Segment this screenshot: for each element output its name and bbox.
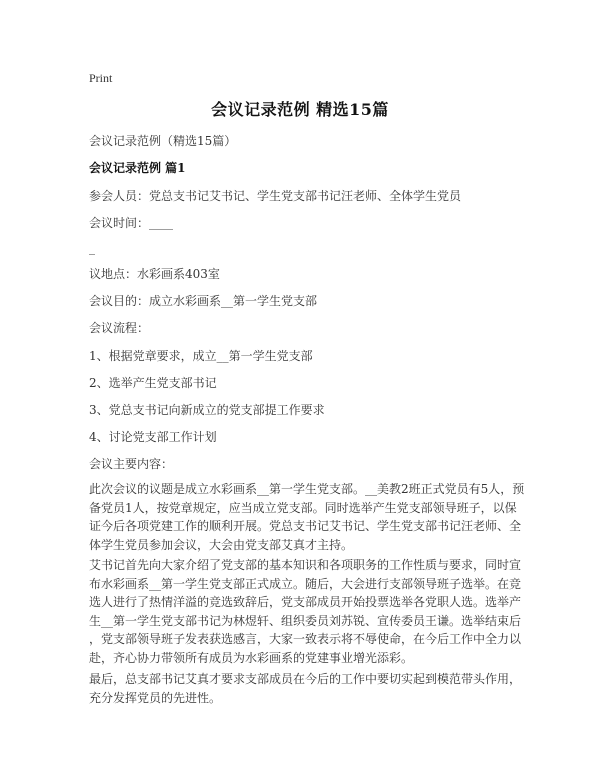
process-item: 4、讨论党支部工作计划 bbox=[89, 430, 217, 444]
paragraph-line: 此次会议的议题是成立水彩画系__第一学生党支部。__美教2班正式党员有5人，预 bbox=[89, 482, 525, 496]
location-line: 议地点：水彩画系403室 bbox=[89, 267, 220, 281]
paragraph-line: ，党支部领导班子发表获选感言，大家一致表示将不辱使命，在今后工作中全力以 bbox=[89, 632, 522, 646]
process-item: 3、党总支书记向新成立的党支部提工作要求 bbox=[89, 403, 325, 417]
paragraph-2 bbox=[89, 556, 522, 667]
process-label: 会议流程： bbox=[89, 321, 150, 335]
paragraph-3 bbox=[89, 670, 522, 707]
dash-line: _ bbox=[89, 241, 95, 255]
meeting-time-line: 会议时间：____ bbox=[89, 216, 174, 230]
process-item: 1、根据党章要求，成立__第一学生党支部 bbox=[89, 349, 313, 363]
paragraph-line: 最后，总支部书记艾真才要求支部成员在今后的工作中要切实起到模范带头作用， bbox=[89, 672, 522, 686]
attendees-line: 参会人员：党总支书记艾书记、学生党支部书记汪老师、全体学生党员 bbox=[89, 189, 462, 203]
document-title: 会议记录范例 精选15篇 bbox=[211, 100, 389, 119]
paragraph-line: 备党员1人，按党章规定，应当成立党支部。同时选举产生党支部领导班子，以保 bbox=[89, 500, 517, 515]
paragraph-line: 充分发挥党员的先进性。 bbox=[89, 690, 222, 705]
paragraph-1 bbox=[89, 480, 525, 554]
paragraph-line: 生__第一学生党支部书记为林煜轩、组织委员刘苏锐、宣传委员王谦。选举结束后 bbox=[89, 613, 522, 628]
section-heading: 会议记录范例 篇1 bbox=[89, 161, 186, 175]
paragraph-line: 体学生党员参加会议，大会由党支部艾真才主持。 bbox=[89, 537, 354, 552]
content-label: 会议主要内容： bbox=[89, 457, 174, 471]
document-subtitle: 会议记录范例（精选15篇） bbox=[89, 134, 237, 148]
process-item: 2、选举产生党支部书记 bbox=[89, 376, 217, 390]
paragraph-line: 选人进行了热情洋溢的竞选致辞后，党支部成员开始投票选举各党职人选。选举产 bbox=[89, 595, 522, 609]
print-label[interactable]: Print bbox=[89, 71, 113, 85]
paragraph-line: 赴，齐心协力带领所有成员为水彩画系的党建事业增光添彩。 bbox=[89, 650, 414, 665]
paragraph-line: 艾书记首先向大家介绍了党支部的基本知识和各项职务的工作性质与要求，同时宣 bbox=[89, 558, 522, 572]
paragraph-line: 布水彩画系__第一学生党支部正式成立。随后，大会进行支部领导班子选举。在竞 bbox=[89, 576, 522, 591]
paragraph-line: 证今后各项党建工作的顺利开展。党总支书记艾书记、学生党支部书记汪老师、全 bbox=[89, 519, 522, 533]
purpose-line: 会议目的：成立水彩画系__第一学生党支部 bbox=[89, 294, 318, 308]
